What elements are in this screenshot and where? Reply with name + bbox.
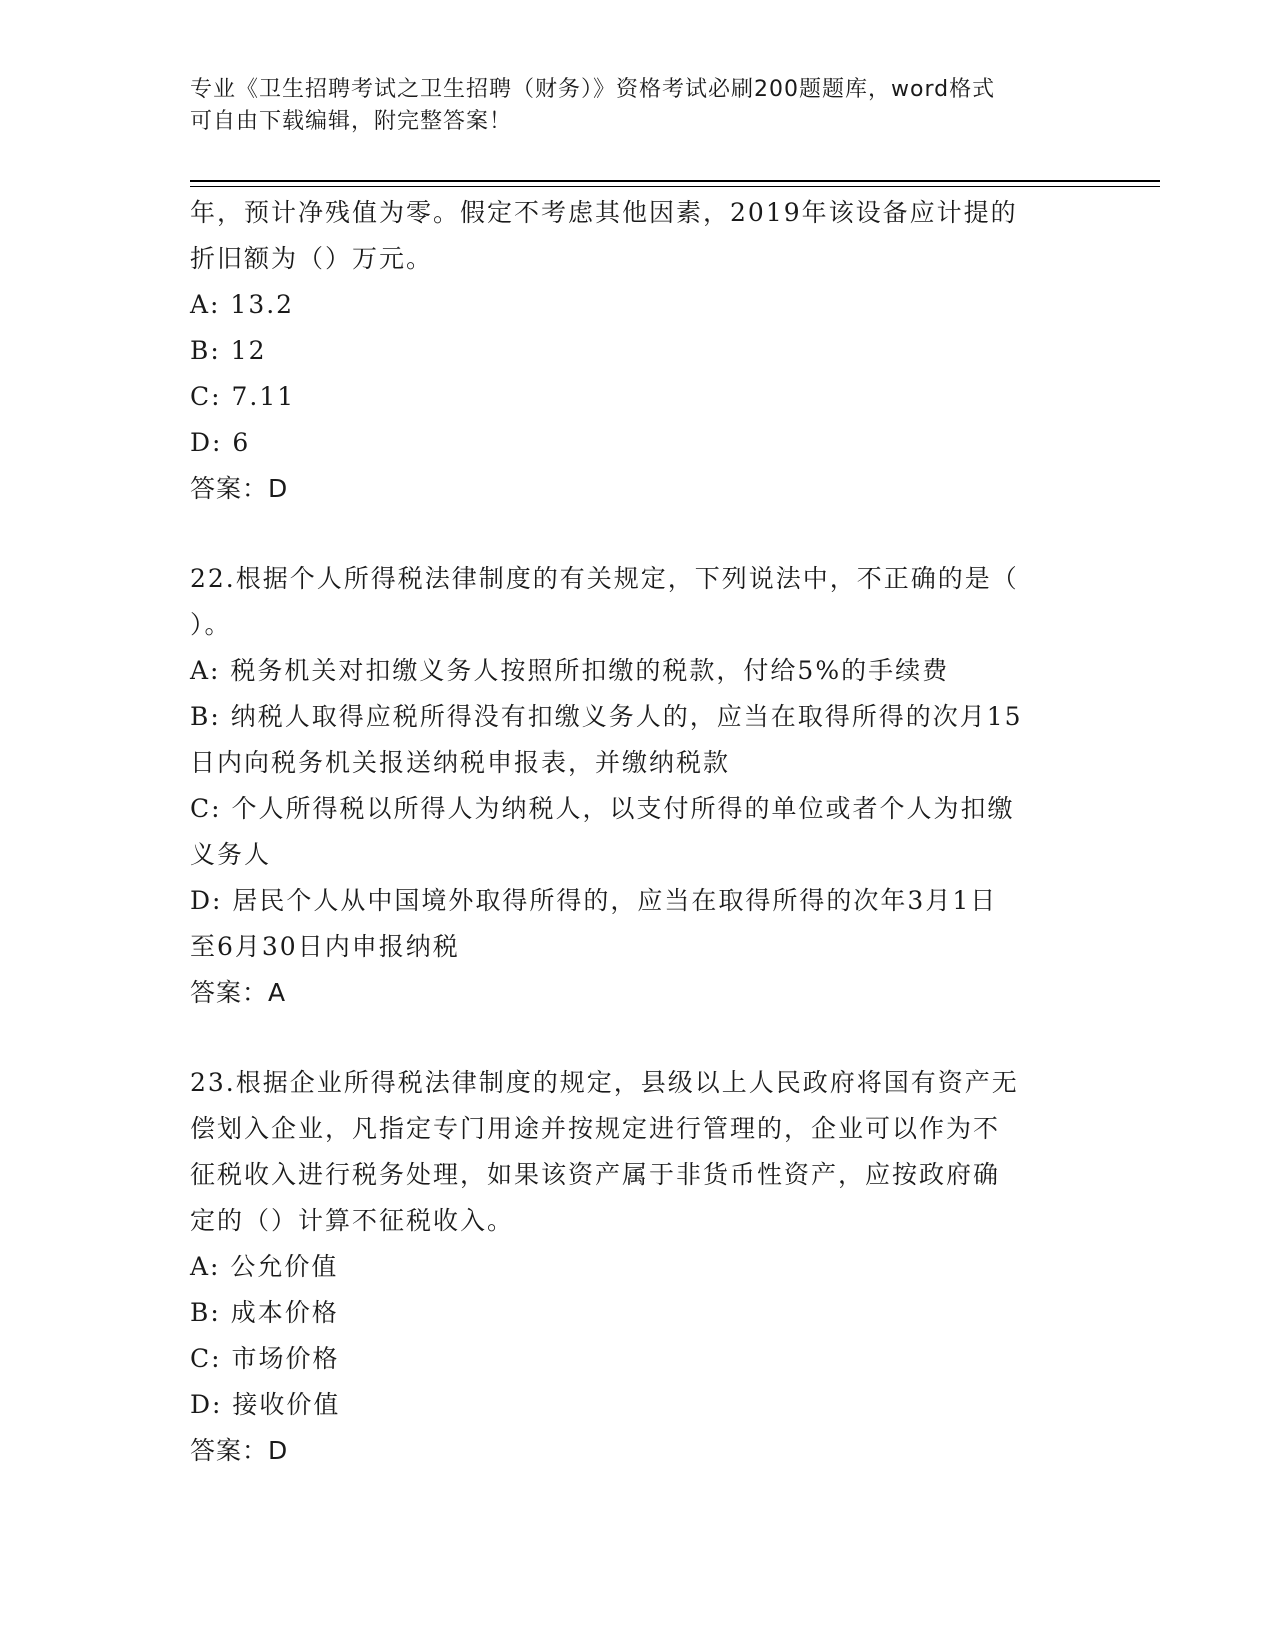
question-stem: 22.根据个人所得税法律制度的有关规定，下列说法中，不正确的是（ — [190, 564, 1019, 593]
spacer — [190, 1016, 1090, 1060]
header-rule-thin — [190, 186, 1160, 187]
document-body — [190, 190, 1090, 1474]
question-stem: 23.根据企业所得税法律制度的规定，县级以上人民政府将国有资产无 — [190, 1068, 1019, 1097]
option-b: B: 纳税人取得应税所得没有扣缴义务人的，应当在取得所得的次月15 — [190, 702, 1023, 731]
question-21 — [190, 190, 1090, 512]
option-d: 至6月30日内申报纳税 — [190, 932, 460, 961]
option-d: D: 6 — [190, 428, 251, 457]
question-stem: 折旧额为（）万元。 — [190, 244, 434, 273]
option-c: C: 个人所得税以所得人为纳税人，以支付所得的单位或者个人为扣缴 — [190, 794, 1015, 823]
option-b: B: 成本价格 — [190, 1298, 339, 1327]
question-stem: 征税收入进行税务处理，如果该资产属于非货币性资产，应按政府确 — [190, 1160, 1001, 1189]
answer: 答案：A — [190, 978, 287, 1007]
question-23 — [190, 1060, 1090, 1474]
header-line-1: 专业《卫生招聘考试之卫生招聘（财务）》资格考试必刷200题题库，word格式 — [190, 77, 996, 102]
option-a: A: 税务机关对扣缴义务人按照所扣缴的税款，付给5%的手续费 — [190, 656, 950, 685]
question-stem: ）。 — [190, 610, 232, 639]
header-line-2: 可自由下载编辑，附完整答案！ — [190, 109, 513, 134]
question-stem: 定的（）计算不征税收入。 — [190, 1206, 515, 1235]
question-22 — [190, 556, 1090, 1016]
option-a: A: 13.2 — [190, 290, 295, 319]
option-d: D: 接收价值 — [190, 1390, 341, 1419]
question-stem: 年，预计净残值为零。假定不考虑其他因素，2019年该设备应计提的 — [190, 198, 1018, 227]
question-stem: 偿划入企业，凡指定专门用途并按规定进行管理的，企业可以作为不 — [190, 1114, 1001, 1143]
option-a: A: 公允价值 — [190, 1252, 339, 1281]
answer: 答案：D — [190, 1436, 289, 1465]
header-rule-thick — [190, 180, 1160, 182]
option-b: B: 12 — [190, 336, 267, 365]
option-b: 日内向税务机关报送纳税申报表，并缴纳税款 — [190, 748, 731, 777]
option-c: 义务人 — [190, 840, 272, 869]
option-d: D: 居民个人从中国境外取得所得的，应当在取得所得的次年3月1日 — [190, 886, 998, 915]
document-header — [190, 74, 1090, 138]
spacer — [190, 512, 1090, 556]
option-c: C: 7.11 — [190, 382, 296, 411]
answer: 答案：D — [190, 474, 289, 503]
option-c: C: 市场价格 — [190, 1344, 340, 1373]
